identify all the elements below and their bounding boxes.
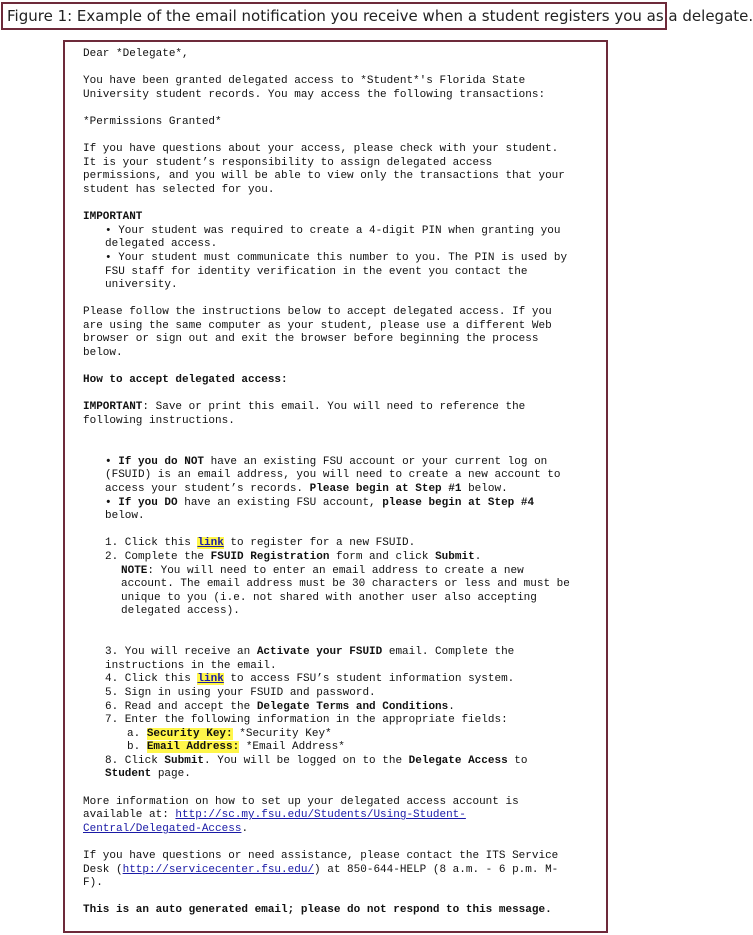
questions-line: student has selected for you. <box>83 183 275 196</box>
security-key-value: *Security Key* <box>232 727 332 740</box>
security-key-label: Security Key: <box>146 727 233 740</box>
important-label: IMPORTANT <box>83 401 143 414</box>
steps-list <box>83 537 606 782</box>
account-option-line: (FSUID) is an email address, you will need to create a new account to <box>105 469 561 482</box>
delegated-access-link-cont[interactable]: Central/Delegated-Access <box>83 822 242 835</box>
permissions-text: *Permissions Granted* <box>83 115 222 128</box>
note-line: account. The email address must be 30 characters or less and must be <box>121 578 570 591</box>
account-option-no <box>83 456 606 470</box>
how-heading-text: How to accept delegated access: <box>83 374 288 387</box>
note-line: unique to you (i.e. not shared with another user also accepting <box>121 591 537 604</box>
auto-generated-notice <box>83 904 606 918</box>
questions-paragraph <box>83 143 606 197</box>
more-info-text: available at: <box>83 809 176 822</box>
important-save-text: : Save or print this email. You will need to reference the <box>142 401 526 414</box>
account-option-text: below. <box>461 483 508 495</box>
step-text: Delegate Terms and Conditions <box>256 700 449 713</box>
account-option-text: access your student’s records. <box>105 483 310 495</box>
intro-line: University student records. You may access the following transactions: <box>83 88 546 101</box>
note-line <box>83 565 606 579</box>
follow-line: are using the same computer as your student, please use a different Web <box>83 319 552 332</box>
service-center-link[interactable]: http://servicecenter.fsu.edu/ <box>122 863 315 876</box>
account-option-text: • If you <box>105 496 165 509</box>
more-info-paragraph <box>83 796 606 837</box>
help-line: If you have questions or need assistance, please contact the ITS Service <box>83 850 559 863</box>
account-option-text: have an existing FSU account or your current log on <box>204 455 548 468</box>
important-bullet-cont: FSU staff for identity verification in the event you contact the <box>105 265 528 278</box>
step-3-cont: instructions in the email. <box>105 659 277 672</box>
important-bullet: • Your student was required to create a 4-digit PIN when granting you <box>105 224 561 237</box>
important-section <box>83 211 606 293</box>
account-option-text: DO <box>164 496 178 509</box>
step-text: 2. Complete the <box>105 550 211 563</box>
help-line <box>83 864 606 878</box>
follow-paragraph <box>83 306 606 360</box>
note-label: NOTE <box>121 564 148 577</box>
step-6 <box>83 701 606 715</box>
delegated-access-link[interactable]: http://sc.my.fsu.edu/Students/Using-Student- <box>175 809 466 822</box>
step-text: 8. Click <box>105 754 165 767</box>
more-info-line <box>83 823 606 837</box>
intro-paragraph <box>83 75 606 102</box>
step-5: 5. Sign in using your FSUID and password. <box>105 686 376 699</box>
more-info-text: . <box>241 822 249 835</box>
questions-line: It is your student’s responsibility to assign delegated access <box>83 156 493 169</box>
step-text: to access FSU’s student information system. <box>223 673 515 686</box>
account-option-line: below. <box>105 510 145 523</box>
greeting-text: Dear *Delegate*, <box>83 48 189 60</box>
important-save-line: following instructions. <box>83 415 235 428</box>
step-text: . You will be logged on to the <box>204 754 409 767</box>
step-text: 3. You will receive an <box>105 646 257 659</box>
student-system-link[interactable]: link <box>197 673 224 686</box>
step-text: Delegate Access <box>408 754 508 767</box>
follow-line: browser or sign out and exit the browser before beginning the process <box>83 333 539 346</box>
help-line: F). <box>83 877 103 890</box>
account-option-text: Please begin at Step #1 <box>309 483 462 495</box>
step-4 <box>83 673 606 687</box>
how-heading <box>83 374 606 388</box>
account-option-text: have an existing FSU account, <box>177 496 383 509</box>
step-text: . <box>474 550 482 563</box>
important-heading-line <box>83 211 606 225</box>
step-7: 7. Enter the following information in the appropriate fields: <box>105 714 508 727</box>
step-7a <box>83 728 606 742</box>
step-text: email. Complete the <box>382 646 515 659</box>
help-paragraph <box>83 850 606 891</box>
account-option-text: NOT <box>184 455 205 468</box>
step-1 <box>83 537 606 551</box>
questions-line: If you have questions about your access, please check with your student. <box>83 143 559 156</box>
step-text: . <box>448 700 455 713</box>
step-7b <box>83 741 606 755</box>
account-options <box>83 456 606 524</box>
step-text: Student <box>105 768 152 781</box>
greeting <box>83 48 606 62</box>
account-option-yes <box>83 497 606 511</box>
step-text: 1. Click this <box>105 537 198 550</box>
email-address-value: *Email Address* <box>239 741 345 754</box>
help-text: Desk ( <box>83 863 123 876</box>
note-line: delegated access). <box>121 605 240 618</box>
account-option-text: please begin at Step #4 <box>382 496 535 509</box>
important-save-paragraph <box>83 401 606 428</box>
more-info-line <box>83 809 606 823</box>
step-2 <box>83 551 606 565</box>
email-body <box>63 40 608 933</box>
auto-notice-text: This is an auto generated email; please do not respond to this message. <box>83 904 552 917</box>
step-text: Submit <box>435 550 475 563</box>
step-text: FSUID Registration <box>210 550 330 563</box>
step-text: form and click <box>329 550 436 563</box>
email-address-label: Email Address: <box>146 741 240 754</box>
register-link[interactable]: link <box>197 537 224 550</box>
figure-caption: Figure 1: Example of the email notification you receive when a student registers you as a delegate. <box>1 2 667 30</box>
step-text: b. <box>127 741 147 754</box>
step-text: Activate your FSUID <box>256 646 383 659</box>
step-text: page. <box>151 768 191 781</box>
help-text: ) at 850-644-HELP (8 a.m. - 6 p.m. M- <box>314 863 559 876</box>
important-bullet-cont: delegated access. <box>105 238 218 251</box>
step-8 <box>83 755 606 769</box>
important-save-line <box>83 401 606 415</box>
step-8-cont <box>83 768 606 782</box>
follow-line: Please follow the instructions below to accept delegated access. If you <box>83 306 552 319</box>
note-text: : You will need to enter an email address to create a new <box>147 564 524 577</box>
follow-line: below. <box>83 347 123 360</box>
account-option-line <box>83 483 606 497</box>
step-text: 6. Read and accept the <box>105 700 257 713</box>
step-text: a. <box>127 727 147 740</box>
important-bullet: • Your student must communicate this number to you. The PIN is used by <box>105 251 568 264</box>
questions-line: permissions, and you will be able to view only the transactions that your <box>83 170 565 183</box>
step-text: Submit <box>164 754 205 767</box>
step-3 <box>83 646 606 660</box>
step-text: to register for a new FSUID. <box>223 537 416 550</box>
step-text: 4. Click this <box>105 673 198 686</box>
how-heading-line <box>83 374 606 388</box>
auto-notice-line <box>83 904 606 918</box>
important-bullet-cont: university. <box>105 279 178 292</box>
permissions-placeholder <box>83 116 606 130</box>
important-heading: IMPORTANT <box>83 211 143 224</box>
more-info-line: More information on how to set up your delegated access account is <box>83 795 519 808</box>
account-option-text: • If you do <box>105 455 185 468</box>
step-text: to <box>507 754 528 767</box>
intro-line: You have been granted delegated access to *Student*'s Florida State <box>83 75 526 88</box>
